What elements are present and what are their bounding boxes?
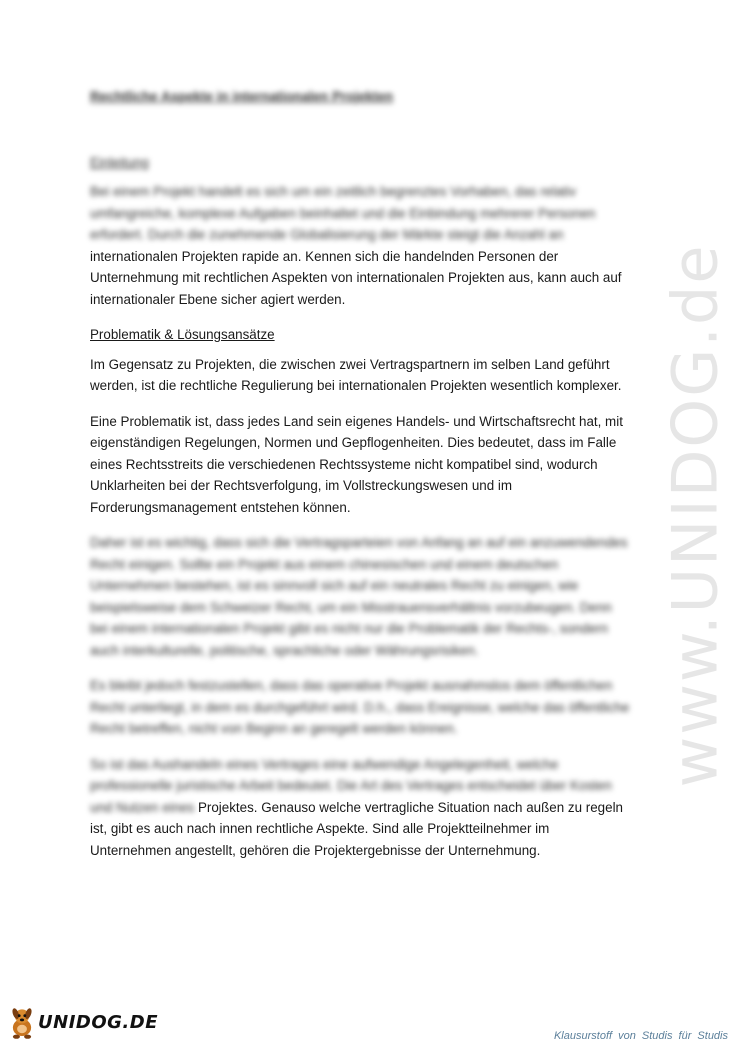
intro-visible-line-1: internationalen Projekten rapide an. Kennen sich die handelnden Personen der <box>90 248 559 264</box>
document-body <box>90 86 630 875</box>
paragraph-5-visible-text: Projektes. Genauso welche vertragliche Situation nach außen zu regeln ist, gibt es auch nach innen rechtliche Aspekte. Sind alle Projektteilnehmer im Unternehmen angestellt, gehören die Projektergebnisse der Unternehmung. <box>90 799 623 858</box>
dog-mascot-icon <box>8 997 36 1047</box>
paragraph-1: Im Gegensatz zu Projekten, die zwischen zwei Vertragspartnern im selben Land geführt werden, ist die rechtliche Regulierung bei internationalen Projekten wesentlich komplexer. <box>90 356 622 393</box>
paragraph-3: Daher ist es wichtig, dass sich die Vertragsparteien von Anfang an auf ein anzuwendendes Recht einigen. Sollte ein Projekt aus einem chinesischen und einem deutschen Unternehmen bestehen, ist es sinnvoll sich auf ein neutrales Recht zu einigen, wie beispielsweise dem Schweizer Recht, um ein Misstrauensverhältnis vorzubeugen. Denn bei einem internationalen Projekt gibt es nicht nur die Problematik der Rechts-, sondern auch interkulturelle, politische, sprachliche oder Währungsrisiken. <box>90 535 628 658</box>
watermark-text: www.UNIDOG.de <box>658 243 732 787</box>
document-title: Rechtliche Aspekte in internationalen Projekten <box>90 89 394 104</box>
paragraph-2: Eine Problematik ist, dass jedes Land sein eigenes Handels- und Wirtschaftsrecht hat, mit eigenständigen Regelungen, Normen und Gepflogenheiten. Dies bedeutet, dass im Falle eines Rechtsstreits die verschiedenen Rechtssysteme nicht kompatibel sind, wodurch Unklarheiten bei der Rechtsverfolgung, im Vollstreckungswesen und im Forderungsmanagement entstehen können. <box>90 413 623 515</box>
unidog-logo <box>8 992 158 1052</box>
intro-visible-line-2: Unternehmung mit rechtlichen Aspekten von internationalen Projekten aus, kann auch auf internationaler Ebene sicher agiert werden. <box>90 270 622 307</box>
section-heading-einleitung: Einleitung <box>90 154 149 170</box>
logo-wordmark: UNIDOG.DE <box>38 1011 158 1033</box>
paragraph-5 <box>90 754 630 862</box>
intro-paragraph <box>90 181 630 310</box>
paragraph-5-blurred-text: So ist das Aushandeln eines Vertrages eine aufwendige Angelegenheit, welche professionelle juristische Arbeit bedeutet. Die Art des Vertrages entscheidet über Kosten und Nutzen eines <box>90 756 612 815</box>
footer-slogan: Klausurstoff von Studis für Studis <box>553 1030 728 1042</box>
section-heading-problematik: Problematik & Lösungsansätze <box>90 327 275 342</box>
paragraph-4: Es bleibt jedoch festzustellen, dass das operative Projekt ausnahmslos dem öffentlichen Recht unterliegt, in dem es durchgeführt wird. D.h., dass Ereignisse, welche das öffentliche Recht betreffen, nicht von Beginn an geregelt werden können. <box>90 678 630 736</box>
intro-blurred-text: Bei einem Projekt handelt es sich um ein zeitlich begrenztes Vorhaben, das relativ umfangreiche, komplexe Aufgaben beinhaltet und die Einbindung mehrerer Personen erfordert. Durch die zunehmende Globalisierung der Märkte steigt die Anzahl an <box>90 184 596 242</box>
watermark <box>650 243 740 787</box>
